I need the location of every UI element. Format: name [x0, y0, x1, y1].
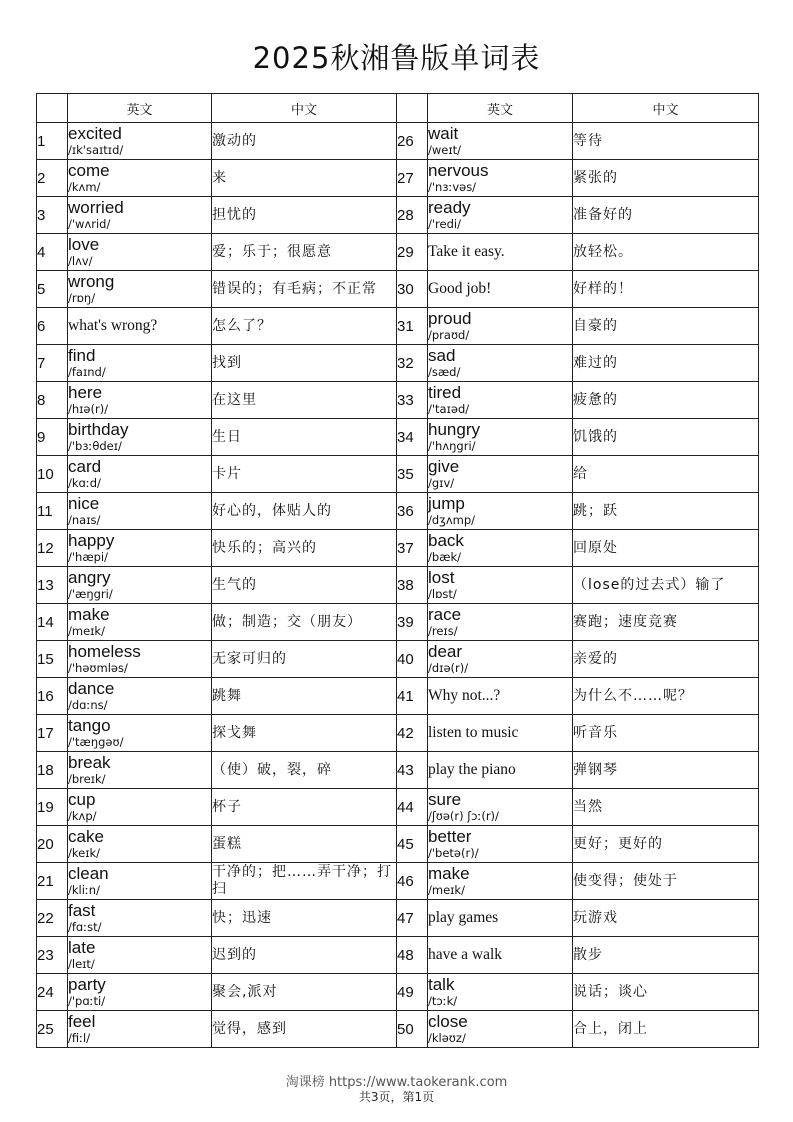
english-word: dance — [68, 679, 115, 698]
chinese-meaning: 散步 — [573, 937, 759, 974]
english-cell — [68, 752, 212, 789]
entry-number: 33 — [397, 382, 428, 419]
english-word: jump — [428, 494, 465, 513]
phonetic-transcription: /keɪk/ — [68, 846, 101, 860]
phonetic-transcription: /meɪk/ — [68, 624, 105, 638]
entry-number: 41 — [397, 678, 428, 715]
english-word: come — [68, 161, 110, 180]
chinese-meaning: 疲惫的 — [573, 382, 759, 419]
table-row — [37, 160, 759, 197]
entry-number: 39 — [397, 604, 428, 641]
phonetic-transcription: /bæk/ — [428, 550, 462, 564]
header-num-right — [397, 94, 428, 123]
phonetic-transcription: /'tæŋgəʊ/ — [68, 735, 124, 749]
table-row — [37, 1011, 759, 1048]
phonetic-transcription: /tɔːk/ — [428, 994, 458, 1008]
chinese-meaning: 跳；跃 — [573, 493, 759, 530]
english-word: worried — [68, 198, 124, 217]
vocab-table — [36, 93, 759, 1048]
english-cell — [428, 900, 573, 937]
english-cell — [68, 234, 212, 271]
english-cell — [428, 345, 573, 382]
phonetic-transcription: /lɒst/ — [428, 587, 457, 601]
english-phrase: play games — [428, 909, 499, 926]
chinese-meaning: 饥饿的 — [573, 419, 759, 456]
entry-number: 48 — [397, 937, 428, 974]
chinese-meaning: 干净的；把……弄干净；打扫 — [212, 863, 397, 900]
english-cell — [68, 160, 212, 197]
english-phrase: Good job! — [428, 280, 492, 297]
entry-number: 1 — [37, 123, 68, 160]
chinese-meaning: 好样的！ — [573, 271, 759, 308]
phonetic-transcription: /'pɑːti/ — [68, 994, 106, 1008]
entry-number: 22 — [37, 900, 68, 937]
header-num-left — [37, 94, 68, 123]
phonetic-transcription: /kɑːd/ — [68, 476, 101, 490]
chinese-meaning: 快乐的；高兴的 — [212, 530, 397, 567]
english-cell — [68, 826, 212, 863]
entry-number: 18 — [37, 752, 68, 789]
chinese-meaning: 生气的 — [212, 567, 397, 604]
phonetic-transcription: /kliːn/ — [68, 883, 100, 897]
entry-number: 37 — [397, 530, 428, 567]
entry-number: 11 — [37, 493, 68, 530]
table-row — [37, 234, 759, 271]
english-word: proud — [428, 309, 472, 328]
english-word: here — [68, 383, 103, 402]
phonetic-transcription: /rɒŋ/ — [68, 291, 96, 305]
entry-number: 44 — [397, 789, 428, 826]
table-row — [37, 752, 759, 789]
english-word: cake — [68, 827, 104, 846]
english-cell — [68, 900, 212, 937]
table-row — [37, 567, 759, 604]
english-cell — [428, 863, 573, 900]
phonetic-transcription: /'taɪəd/ — [428, 402, 470, 416]
chinese-meaning: 做；制造；交（朋友） — [212, 604, 397, 641]
english-cell — [68, 530, 212, 567]
entry-number: 14 — [37, 604, 68, 641]
entry-number: 16 — [37, 678, 68, 715]
english-cell — [428, 789, 573, 826]
chinese-meaning: 卡片 — [212, 456, 397, 493]
chinese-meaning: 说话；谈心 — [573, 974, 759, 1011]
english-word: nervous — [428, 161, 489, 180]
entry-number: 40 — [397, 641, 428, 678]
english-cell — [428, 641, 573, 678]
phonetic-transcription: /kʌm/ — [68, 180, 101, 194]
entry-number: 29 — [397, 234, 428, 271]
table-row — [37, 715, 759, 752]
english-cell — [68, 789, 212, 826]
phonetic-transcription: /'hæpi/ — [68, 550, 108, 564]
chinese-meaning: 探戈舞 — [212, 715, 397, 752]
phonetic-transcription: /weɪt/ — [428, 143, 462, 157]
entry-number: 8 — [37, 382, 68, 419]
phonetic-transcription: /'hʌŋgri/ — [428, 439, 476, 453]
english-phrase: listen to music — [428, 724, 519, 741]
entry-number: 25 — [37, 1011, 68, 1048]
chinese-meaning: 快；迅速 — [212, 900, 397, 937]
table-row — [37, 345, 759, 382]
english-cell — [68, 456, 212, 493]
english-cell — [428, 752, 573, 789]
phonetic-transcription: /'wʌrid/ — [68, 217, 111, 231]
chinese-meaning: 放轻松。 — [573, 234, 759, 271]
chinese-meaning: 更好；更好的 — [573, 826, 759, 863]
english-cell — [428, 271, 573, 308]
chinese-meaning: 听音乐 — [573, 715, 759, 752]
english-cell — [68, 678, 212, 715]
chinese-meaning: 紧张的 — [573, 160, 759, 197]
english-word: angry — [68, 568, 111, 587]
entry-number: 26 — [397, 123, 428, 160]
chinese-meaning: 当然 — [573, 789, 759, 826]
english-cell — [68, 419, 212, 456]
english-cell — [428, 974, 573, 1011]
entry-number: 34 — [397, 419, 428, 456]
table-row — [37, 900, 759, 937]
phonetic-transcription: /leɪt/ — [68, 957, 95, 971]
table-row — [37, 308, 759, 345]
english-word: card — [68, 457, 102, 476]
header-chinese-left: 中文 — [212, 94, 397, 123]
english-cell — [428, 530, 573, 567]
english-word: find — [68, 346, 96, 365]
english-cell — [68, 641, 212, 678]
english-cell — [428, 567, 573, 604]
chinese-meaning: 来 — [212, 160, 397, 197]
english-cell — [68, 863, 212, 900]
table-row — [37, 863, 759, 900]
chinese-meaning: 蛋糕 — [212, 826, 397, 863]
phonetic-transcription: /lʌv/ — [68, 254, 93, 268]
table-row — [37, 197, 759, 234]
entry-number: 24 — [37, 974, 68, 1011]
phonetic-transcription: /'redi/ — [428, 217, 461, 231]
chinese-meaning: 爱；乐于；很愿意 — [212, 234, 397, 271]
table-row — [37, 937, 759, 974]
chinese-meaning: 玩游戏 — [573, 900, 759, 937]
phonetic-transcription: /'nɜːvəs/ — [428, 180, 477, 194]
chinese-meaning: 找到 — [212, 345, 397, 382]
phonetic-transcription: /fɑːst/ — [68, 920, 102, 934]
entry-number: 31 — [397, 308, 428, 345]
english-word: sad — [428, 346, 456, 365]
english-word: hungry — [428, 420, 480, 439]
header-chinese-right: 中文 — [573, 94, 759, 123]
phonetic-transcription: /dɑːns/ — [68, 698, 108, 712]
table-row — [37, 826, 759, 863]
chinese-meaning: （lose的过去式）输了 — [573, 567, 759, 604]
english-cell — [428, 123, 573, 160]
table-row — [37, 123, 759, 160]
english-cell — [68, 604, 212, 641]
entry-number: 10 — [37, 456, 68, 493]
phonetic-transcription: /gɪv/ — [428, 476, 455, 490]
entry-number: 32 — [397, 345, 428, 382]
chinese-meaning: 无家可归的 — [212, 641, 397, 678]
phonetic-transcription: /hɪə(r)/ — [68, 402, 109, 416]
phonetic-transcription: /naɪs/ — [68, 513, 101, 527]
english-word: clean — [68, 864, 109, 883]
english-word: excited — [68, 124, 122, 143]
english-cell — [428, 308, 573, 345]
chinese-meaning: 生日 — [212, 419, 397, 456]
chinese-meaning: 等待 — [573, 123, 759, 160]
english-word: sure — [428, 790, 462, 809]
chinese-meaning: 准备好的 — [573, 197, 759, 234]
english-word: tired — [428, 383, 462, 402]
entry-number: 27 — [397, 160, 428, 197]
english-cell — [428, 826, 573, 863]
english-phrase: Why not...? — [428, 687, 501, 704]
phonetic-transcription: /praʊd/ — [428, 328, 470, 342]
english-word: break — [68, 753, 111, 772]
phonetic-transcription: /'betə(r)/ — [428, 846, 479, 860]
english-word: party — [68, 975, 106, 994]
page-title: 2025秋湘鲁版单词表 — [252, 41, 541, 75]
english-word: make — [68, 605, 110, 624]
entry-number: 4 — [37, 234, 68, 271]
chinese-meaning: 怎么了？ — [212, 308, 397, 345]
english-word: homeless — [68, 642, 141, 661]
chinese-meaning: 弹钢琴 — [573, 752, 759, 789]
english-cell — [68, 123, 212, 160]
english-cell — [68, 715, 212, 752]
chinese-meaning: 回原处 — [573, 530, 759, 567]
entry-number: 45 — [397, 826, 428, 863]
english-cell — [428, 382, 573, 419]
phonetic-transcription: /dʒʌmp/ — [428, 513, 475, 527]
chinese-meaning: 赛跑；速度竞赛 — [573, 604, 759, 641]
chinese-meaning: 为什么不……呢？ — [573, 678, 759, 715]
table-row — [37, 271, 759, 308]
chinese-meaning: 激动的 — [212, 123, 397, 160]
entry-number: 2 — [37, 160, 68, 197]
phonetic-transcription: /'bɜːθdeɪ/ — [68, 439, 122, 453]
phonetic-transcription: /faɪnd/ — [68, 365, 106, 379]
chinese-meaning: 错误的；有毛病；不正常 — [212, 271, 397, 308]
table-header-row — [37, 94, 759, 123]
english-cell — [428, 937, 573, 974]
chinese-meaning: 跳舞 — [212, 678, 397, 715]
english-word: make — [428, 864, 470, 883]
phonetic-transcription: /sæd/ — [428, 365, 461, 379]
english-word: back — [428, 531, 464, 550]
phonetic-transcription: /'həʊmləs/ — [68, 661, 128, 675]
english-word: ready — [428, 198, 471, 217]
phonetic-transcription: /'æŋgri/ — [68, 587, 113, 601]
english-phrase: what's wrong? — [68, 317, 158, 334]
table-row — [37, 789, 759, 826]
english-word: fast — [68, 901, 96, 920]
table-row — [37, 974, 759, 1011]
vocab-table-body — [37, 123, 759, 1048]
entry-number: 15 — [37, 641, 68, 678]
english-phrase: have a walk — [428, 946, 503, 963]
english-cell — [428, 234, 573, 271]
header-english-left: 英文 — [68, 94, 212, 123]
table-row — [37, 530, 759, 567]
chinese-meaning: 聚会,派对 — [212, 974, 397, 1011]
english-word: dear — [428, 642, 463, 661]
english-word: race — [428, 605, 462, 624]
phonetic-transcription: /kʌp/ — [68, 809, 97, 823]
phonetic-transcription: /kləʊz/ — [428, 1031, 466, 1045]
table-row — [37, 382, 759, 419]
table-row — [37, 678, 759, 715]
english-cell — [68, 493, 212, 530]
table-row — [37, 641, 759, 678]
english-cell — [428, 456, 573, 493]
entry-number: 35 — [397, 456, 428, 493]
english-cell — [68, 937, 212, 974]
english-phrase: play the piano — [428, 761, 516, 778]
english-cell — [68, 197, 212, 234]
entry-number: 47 — [397, 900, 428, 937]
chinese-meaning: 好心的，体贴人的 — [212, 493, 397, 530]
entry-number: 3 — [37, 197, 68, 234]
chinese-meaning: 自豪的 — [573, 308, 759, 345]
phonetic-transcription: /ʃʊə(r) ʃɔː(r)/ — [428, 809, 499, 823]
chinese-meaning: 难过的 — [573, 345, 759, 382]
phonetic-transcription: /reɪs/ — [428, 624, 458, 638]
footer-page-number: 共3页，第1页 — [358, 1090, 435, 1104]
english-cell — [68, 1011, 212, 1048]
english-cell — [428, 604, 573, 641]
english-word: give — [428, 457, 460, 476]
english-cell — [428, 1011, 573, 1048]
english-cell — [68, 974, 212, 1011]
english-word: close — [428, 1012, 468, 1031]
entry-number: 5 — [37, 271, 68, 308]
table-row — [37, 456, 759, 493]
chinese-meaning: 使变得；使处于 — [573, 863, 759, 900]
footer-watermark: 淘课榜 https://www.taokerank.com — [285, 1075, 508, 1090]
english-phrase: Take it easy. — [428, 243, 505, 260]
english-word: feel — [68, 1012, 96, 1031]
chinese-meaning: （使）破，裂，碎 — [212, 752, 397, 789]
entry-number: 42 — [397, 715, 428, 752]
chinese-meaning: 迟到的 — [212, 937, 397, 974]
english-word: nice — [68, 494, 100, 513]
chinese-meaning: 在这里 — [212, 382, 397, 419]
english-word: late — [68, 938, 96, 957]
english-word: love — [68, 235, 100, 254]
entry-number: 46 — [397, 863, 428, 900]
english-word: better — [428, 827, 472, 846]
entry-number: 30 — [397, 271, 428, 308]
english-word: birthday — [68, 420, 129, 439]
entry-number: 49 — [397, 974, 428, 1011]
english-cell — [428, 419, 573, 456]
entry-number: 9 — [37, 419, 68, 456]
entry-number: 36 — [397, 493, 428, 530]
english-word: wrong — [68, 272, 115, 291]
chinese-meaning: 给 — [573, 456, 759, 493]
phonetic-transcription: /meɪk/ — [428, 883, 465, 897]
table-row — [37, 419, 759, 456]
english-word: tango — [68, 716, 111, 735]
entry-number: 38 — [397, 567, 428, 604]
entry-number: 19 — [37, 789, 68, 826]
entry-number: 20 — [37, 826, 68, 863]
phonetic-transcription: /fiːl/ — [68, 1031, 91, 1045]
entry-number: 13 — [37, 567, 68, 604]
entry-number: 6 — [37, 308, 68, 345]
chinese-meaning: 合上，闭上 — [573, 1011, 759, 1048]
english-word: lost — [428, 568, 455, 587]
english-cell — [428, 715, 573, 752]
table-row — [37, 493, 759, 530]
phonetic-transcription: /dɪə(r)/ — [428, 661, 469, 675]
header-english-right: 英文 — [428, 94, 573, 123]
english-cell — [68, 345, 212, 382]
entry-number: 7 — [37, 345, 68, 382]
entry-number: 50 — [397, 1011, 428, 1048]
chinese-meaning: 觉得，感到 — [212, 1011, 397, 1048]
phonetic-transcription: /ɪk'saɪtɪd/ — [68, 143, 124, 157]
english-word: wait — [428, 124, 459, 143]
entry-number: 21 — [37, 863, 68, 900]
entry-number: 28 — [397, 197, 428, 234]
phonetic-transcription: /breɪk/ — [68, 772, 106, 786]
chinese-meaning: 亲爱的 — [573, 641, 759, 678]
entry-number: 17 — [37, 715, 68, 752]
entry-number: 12 — [37, 530, 68, 567]
chinese-meaning: 杯子 — [212, 789, 397, 826]
english-cell — [68, 382, 212, 419]
english-cell — [428, 678, 573, 715]
english-word: happy — [68, 531, 115, 550]
english-cell — [68, 567, 212, 604]
chinese-meaning: 担忧的 — [212, 197, 397, 234]
english-cell — [428, 493, 573, 530]
english-cell — [428, 197, 573, 234]
entry-number: 43 — [397, 752, 428, 789]
english-cell — [68, 308, 212, 345]
table-row — [37, 604, 759, 641]
entry-number: 23 — [37, 937, 68, 974]
english-word: cup — [68, 790, 96, 809]
english-cell — [68, 271, 212, 308]
english-cell — [428, 160, 573, 197]
english-word: talk — [428, 975, 455, 994]
